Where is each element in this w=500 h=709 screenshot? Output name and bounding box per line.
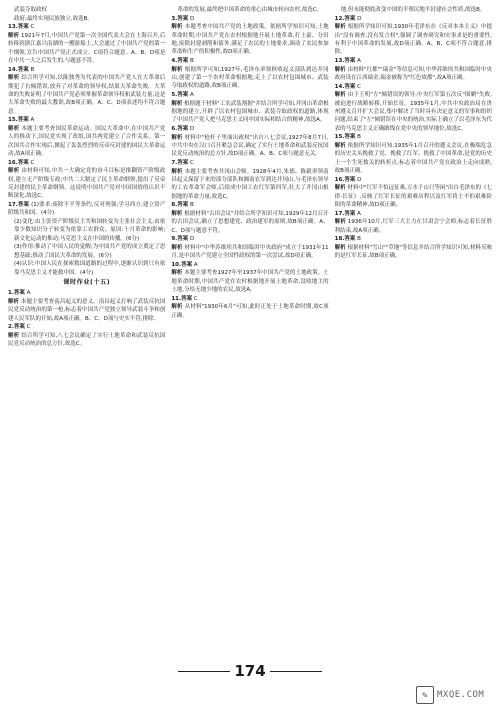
answer-label: 16.答案 [334,176,356,183]
answer-paragraph [8,218,165,243]
answer-label: 3.答案 [171,15,189,22]
answer-text: A [26,290,31,297]
answer-text: D [357,176,362,183]
answer-text: B [357,236,361,243]
answer-label: 解析 [334,244,346,251]
answer-text: 本题主要考查南昌起义的意义。南昌起义打响了武装反抗国民党反动统治的第一枪,标志着中国共产党独立领导武装斗争和创建人民军队的开始,故A项正确。B、C、D项与史实不符,排除。 [8,298,166,322]
answer-paragraph [171,303,328,320]
answer-label: 解析 [171,270,183,277]
answer-paragraph [335,176,492,184]
answer-paragraph [8,323,165,331]
answer-paragraph [171,57,328,65]
answer-label: 解析 [334,24,346,31]
answer-paragraph [8,167,165,200]
answer-paragraph [171,295,328,303]
answer-paragraph [335,66,492,83]
answer-paragraph [171,269,328,294]
answer-label: 解析 [8,168,20,175]
answer-label: 15.答案 [334,134,356,141]
answer-text: 革命的发展,最终把中国革命的重心由城市转向农村,故选C。 [177,7,323,13]
answer-label: 13.答案 [334,57,356,64]
answer-paragraph [171,125,328,133]
answer-paragraph [8,159,165,167]
answer-label: 6.答案 [171,125,189,132]
answer-paragraph [335,133,492,141]
answer-text: 1936年10月,红军三大主力在甘肃会宁会师,标志着长征胜利结束,故A项正确。 [334,219,492,234]
answer-label: 2.答案 [8,324,25,331]
section-title: 课时作业(十五) [63,278,111,286]
answer-text: C [357,83,361,90]
answer-label: 解析 [8,332,20,339]
answer-label: 解析 [171,24,183,31]
answer-text: 结合所学可知,以陈独秀为代表的中国共产党人在大革命后期犯了右倾错误,放弃了对革命的领导权,结果大革命失败。大革命的失败证明了中国共产党必须掌握革命领导权和武装力量,这是大革命失败的最大教训,故B项正确。A、C、D项表述均不符合题意。 [8,75,166,115]
answer-paragraph [8,15,165,23]
column-left [8,6,165,656]
answer-text: 本题主要考查井冈山会师。1928年4月,朱德、陈毅率领南昌起义保留下来的部分部队和湘南农军到达井冈山,与毛泽东领导的工农革命军会师,后组成中国工农红军第四军,壮大了井冈山根据地的革命力量,故选C。 [171,168,329,200]
answer-paragraph [335,91,492,133]
answer-paragraph [8,23,165,31]
answer-paragraph [171,23,328,56]
answer-label: 15.答案 [8,117,29,124]
answer-label: 4.答案 [171,57,189,64]
answer-text: 政府;最终实现民族独立,故选B。 [14,15,93,22]
answer-paragraph [335,244,492,261]
answer-text: 从材料"1930年6月"可知,此时正处于土地革命时期,故C项正确。 [171,304,329,319]
answer-label: 解析 [171,304,183,311]
watermark-logo-icon: ✎ [416,686,434,704]
answer-text: 由材料可知,中共一大确定党的奋斗目标是推翻资产阶级政权,建立无产阶级专政;中共二大制定了民主革命纲领,提出了反帝反封建的民主革命纲领。这说明中国共产党对中国国情的认识不断深化,故选C。 [8,168,166,200]
answer-paragraph [171,66,328,91]
answer-text: 由于王明"左"倾错误的领导,中央红军第五次反"围剿"失败,被迫进行战略转移,开始长征。1935年1月,中共中央政治局在贵州遵义召开扩大会议,集中解决了当时具有决定意义的军事和组织问题,结束了"左"倾错误在中央的统治,实际上确立了以毛泽东为代表的马克思主义正确路线在党中央的领导地位,故选C。 [334,92,492,132]
answer-label: 解析 [171,66,183,73]
answer-text: 依据所学知识可知,1935年1月召开的遵义会议,在极端危急的历史关头挽救了党、挽救了红军、挽救了中国革命,是党的历史上一个生死攸关的转折点,标志着中国共产党在政治上走向成熟,故B项正确。 [334,142,492,174]
answer-text: (4)认识:中国人民在探索救国道路的过程中,逐渐认识到只有依靠马克思主义才能救中国。(4分) [14,261,166,276]
answer-paragraph [171,244,328,261]
answer-text: D [190,236,195,243]
answer-label: 18.答案 [334,236,356,243]
answer-label: 解析 [171,210,183,217]
answer-label: 14.答案 [8,66,29,73]
answer-label: 解析 [171,134,183,141]
answer-paragraph [335,83,492,91]
answer-label: 17.答案 [8,201,30,208]
answer-paragraph [8,66,165,74]
answer-paragraph [171,6,328,14]
answer-paragraph [171,235,328,243]
column-right [335,6,492,656]
answer-text: A [193,261,198,268]
answer-label: 8.答案 [171,202,189,209]
answer-label: 7.答案 [171,159,189,166]
answer-paragraph [171,100,328,125]
answer-label: 解析 [334,66,346,73]
answer-paragraph [171,168,328,201]
answer-paragraph [335,57,492,65]
answer-label: 16.答案 [8,159,29,166]
answer-key-page [8,6,492,656]
answer-label: 12.答案 [334,15,356,22]
answer-paragraph [8,298,165,323]
footer-rule-right [270,671,322,672]
answer-text: (3)作用:推动了中国人民的觉醒;为中国共产党的成立奠定了思想基础;推动了国民大革命的发展。(6分) [14,244,166,259]
answer-text: C [30,159,35,166]
answer-text: C [26,324,31,331]
answer-text: A [190,91,194,98]
answer-text: 材料中"红军不怕远征难,万水千山只等闲"出自毛泽东的《七律·长征》,反映了红军长征的艰难历程以及红军将士不怕艰难险阻的革命精神,故D项正确。 [334,185,492,208]
answer-paragraph [335,6,492,14]
answer-label: 解析 [8,298,20,305]
answer-paragraph [335,235,492,243]
answer-text: C [30,24,35,31]
answer-text: 根据材料"古田会议"并结合所学知识可知,1929年12月召开的古田会议,确立了思想建党、政治建军的原则,故B项正确。A、C、D项与题意不符。 [171,210,329,234]
answer-label: 解析 [8,32,20,39]
answer-paragraph [171,210,328,235]
answer-text: 材料中"中华苏维埃共和国临时中央政府"成立于1931年11月,是中国共产党建立全国性政权的第一次尝试,故D项正确。 [171,244,329,260]
answer-paragraph [335,218,492,235]
answer-paragraph [8,6,165,14]
answer-text: B [190,57,194,64]
answer-paragraph [8,201,165,218]
answer-text: 根据所学知识可知,1930年毛泽东在《反对本本主义》中提出"没有调查,没有发言权",强调了调查研究和实事求是的重要性,有利于中国革命的发展,故D项正确。A、B、C项不符合题意,排除。 [334,24,492,56]
answer-paragraph [335,15,492,23]
answer-paragraph [8,332,165,349]
answer-label: 10.答案 [171,261,193,268]
footer-rule-left [178,671,230,672]
answer-text: 本题主要考查1927年至1937年中国共产党的土地政策。土地革命时期,中国共产党在农村根据地开展土地革命,没收地主的土地,分给无地少地的农民,故选A。 [171,270,329,294]
answer-paragraph [335,210,492,218]
answer-text: D [357,15,362,22]
answer-label: 解析 [334,219,346,226]
watermark-text: MXQE.COM [437,690,485,700]
answer-text: 结合所学可知,八七会议确定了实行土地革命和武装反抗国民党反动统治的总方针,故选C。 [8,332,166,348]
answer-paragraph [171,159,328,167]
answer-text: C [193,295,198,302]
answer-label: 13.答案 [8,24,29,31]
answer-text: 根据所学可知,1927年,毛泽东率领秋收起义部队到达井冈山,创建了第一个农村革命根据地,走上了以农村包围城市、武装夺取政权的道路,故B项正确。 [171,66,329,90]
answer-text: B [190,202,194,209]
answer-text: B [30,66,35,73]
answer-text: D [190,15,195,22]
answer-label: 解析 [171,100,183,107]
answer-paragraph [8,243,165,260]
answer-text: 本题主要考查国民革命运动。国民大革命中,在中国共产党人的推动下,国民党实现了改组,国共两党建立了合作关系。第一次国共合作实现后,掀起了轰轰烈烈的反帝反封建的国民大革命运动,故A项正确。 [8,125,166,157]
answer-label: 解析 [334,185,346,192]
answer-paragraph [8,32,165,65]
answer-paragraph [335,23,492,56]
answer-paragraph [335,184,492,209]
answer-text: 1921年7月,中国共产党第一次全国代表大会在上海召开,后转移到浙江嘉兴南湖的一艘游船上,大会通过了中国共产党的第一个纲领,宣告中国共产党正式成立。C项符合题意。A、B、D项是在中共一大之后发生的,与题意不符。 [8,32,166,64]
answer-text: 武装夺取政权 [14,7,48,13]
answer-paragraph [8,289,165,297]
answer-paragraph [171,91,328,99]
column-middle [171,6,328,656]
answer-label: 17.答案 [334,210,356,217]
answer-text: B [357,134,361,141]
answer-text: A [30,117,35,124]
answer-label: 11.答案 [171,295,193,302]
answer-label: 5.答案 [171,91,189,98]
answer-paragraph [171,201,328,209]
answer-text: 根据材料"雪山""草地"等信息并结合所学知识可知,材料反映的是红军长征,故B项正确。 [334,244,492,260]
answer-text: (1)要求:废除不平等条约,反对列强;学习西方,建立资产阶级共和国。(4分) [8,201,166,217]
answer-text: 地,但未能彻底改变中国的半殖民地半封建社会性质,故选B。 [340,7,486,13]
answer-label: 解析 [8,125,20,132]
answer-label: 解析 [334,142,346,149]
answer-paragraph [8,74,165,116]
answer-paragraph [8,260,165,277]
answer-paragraph [171,261,328,269]
answer-label: 9.答案 [171,236,189,243]
answer-label: 解析 [8,75,20,82]
answer-text: A [357,210,361,217]
answer-paragraph [8,116,165,124]
answer-text: A [357,57,361,64]
answer-text: (2)变化:由主张资产阶级民主共和国转变为主张社会主义;由依靠少数知识分子转变为依靠工农群众。原因:十月革命的影响;新文化运动的推动;马克思主义在中国的传播。(6分) [14,218,166,242]
answer-text: C [190,159,194,166]
answer-paragraph [8,125,165,158]
answer-text: 本题考查中国共产党的土地政策。依据所学知识可知,土地革命时期,中国共产党在农村根据地开展土地革命,打土豪、分田地,废除封建剥削和债务,满足了农民的土地要求,调动了农民参加革命和生产的积极性,故D项正确。 [171,24,329,56]
answer-label: 1.答案 [8,290,25,297]
answer-label: 解析 [334,92,346,99]
answer-text: D [190,125,195,132]
answer-text: 由材料"红都""瑞金"等信息可知,中华苏维埃共和国临时中央政府设在江西瑞金,瑞金被称为"红色故都",故A项正确。 [334,66,492,81]
answer-paragraph [335,142,492,175]
answer-text: 材料中"枪杆子里面出政权"出自八七会议,1927年8月7日,中共中央在汉口召开紧急会议,确定了实行土地革命和武装反抗国民党反动统治的总方针,故D项正确。A、B、C项与题意无关。 [171,134,329,158]
answer-paragraph [171,15,328,23]
answer-text: 根据题干材料"工农武装割据"并结合所学可知,井冈山革命根据地的建立,开辟了以农村包围城市、武装夺取政权的道路,体现了中国共产党人把马克思主义同中国实际相结合的精神,故选A。 [171,100,329,124]
answer-label: 解析 [171,244,183,251]
page-footer [0,662,500,682]
answer-label: 解析 [171,168,183,175]
answer-paragraph [171,134,328,159]
watermark [416,686,490,704]
answer-label: 14.答案 [334,83,356,90]
page-number: 174 [234,662,266,680]
